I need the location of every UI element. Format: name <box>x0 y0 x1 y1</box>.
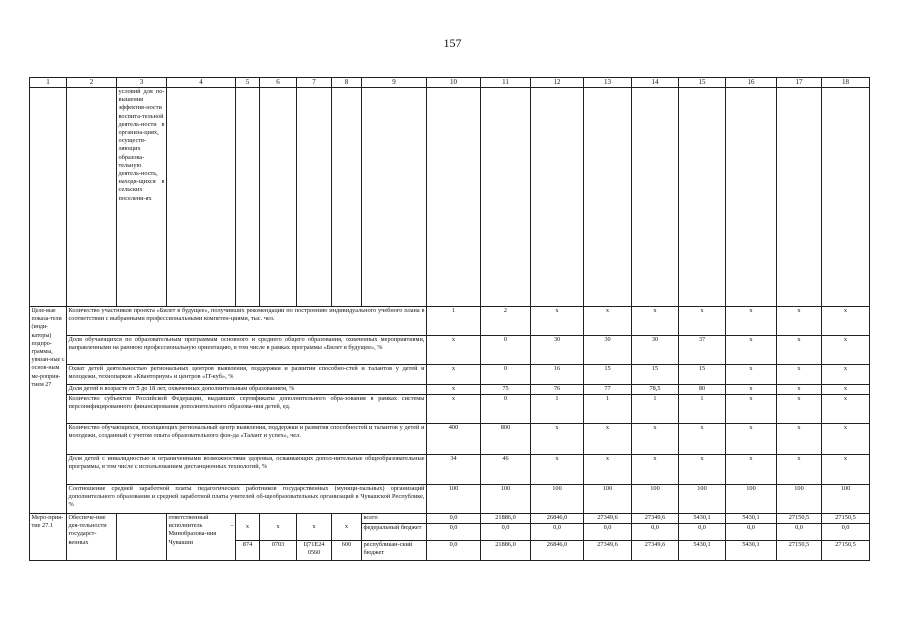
value-cell: 100 <box>726 485 777 514</box>
value-cell: x <box>822 385 870 395</box>
value-cell: 34 <box>427 455 481 485</box>
code-cell: x <box>236 514 260 541</box>
col-header: 3 <box>117 78 167 88</box>
indicator-text: Количество субъектов Российской Федерации, выдавших сертификаты дополнительного обра-зования в рамках системы персонифицированного финансирования дополнительного образова-ния детей, ед. <box>67 395 427 424</box>
value-cell: 400 <box>427 424 481 455</box>
value-cell: 27349,6 <box>632 514 679 524</box>
value-cell: x <box>822 455 870 485</box>
value-cell: 0,0 <box>822 524 870 541</box>
funding-source: федеральный бюджет <box>362 524 427 541</box>
value-cell: 27150,5 <box>777 541 822 561</box>
value-cell: 27349,6 <box>584 541 632 561</box>
value-cell: x <box>726 365 777 385</box>
value-cell: x <box>726 385 777 395</box>
col-header: 9 <box>362 78 427 88</box>
value-cell: 27150,5 <box>777 514 822 524</box>
col-header: 14 <box>632 78 679 88</box>
funding-source: всего <box>362 514 427 524</box>
value-cell: 26846,0 <box>531 541 584 561</box>
value-cell: x <box>679 455 726 485</box>
col-header: 4 <box>167 78 236 88</box>
indicator-text: Доля детей с инвалидностью и ограниченными возможностями здоровья, осваивающих допол-нительные общеобразовательные программы, в том числе с использованием дистанционных технологий, % <box>67 455 427 485</box>
col-header: 16 <box>726 78 777 88</box>
col-header: 12 <box>531 78 584 88</box>
value-cell: x <box>531 455 584 485</box>
value-cell: 2 <box>481 307 531 336</box>
value-cell: 77 <box>584 385 632 395</box>
col-header: 18 <box>822 78 870 88</box>
value-cell: x <box>777 307 822 336</box>
value-cell: 0,0 <box>679 524 726 541</box>
value-cell: 76 <box>531 385 584 395</box>
col-header: 17 <box>777 78 822 88</box>
value-cell: 15 <box>632 365 679 385</box>
value-cell: 0,0 <box>481 524 531 541</box>
value-cell: 0 <box>481 336 531 365</box>
value-cell: 5430,1 <box>679 541 726 561</box>
value-cell: x <box>822 424 870 455</box>
value-cell: x <box>726 395 777 424</box>
value-cell: x <box>584 424 632 455</box>
value-cell: 5430,1 <box>726 541 777 561</box>
value-cell: 27349,6 <box>632 541 679 561</box>
value-cell: 37 <box>679 336 726 365</box>
value-cell: 46 <box>481 455 531 485</box>
value-cell: 100 <box>481 485 531 514</box>
value-cell: x <box>777 365 822 385</box>
value-cell: 5430,1 <box>726 514 777 524</box>
value-cell: x <box>679 307 726 336</box>
value-cell: 78,5 <box>632 385 679 395</box>
value-cell: x <box>679 424 726 455</box>
value-cell: 1 <box>679 395 726 424</box>
value-cell: 16 <box>531 365 584 385</box>
indicator-text: Охват детей деятельностью региональных центров выявления, поддержки и развития способно-стей и талантов у детей и молодежи, технопарков «Кванториум» и центров «IT-куб», % <box>67 365 427 385</box>
event-executor: ответственный исполнитель – Минобразова-ния Чувашии <box>167 514 236 561</box>
value-cell: 1 <box>632 395 679 424</box>
value-cell: 75 <box>481 385 531 395</box>
indicator-row <box>30 365 870 385</box>
code-cell: x <box>297 514 332 541</box>
value-cell: x <box>584 455 632 485</box>
value-cell: 27150,5 <box>822 514 870 524</box>
value-cell: 0,0 <box>427 541 481 561</box>
value-cell: 15 <box>584 365 632 385</box>
page-number: 157 <box>443 36 462 50</box>
value-cell: 100 <box>679 485 726 514</box>
indicator-text: Доля детей в возрасте от 5 до 18 лет, охваченных дополнительным образованием, % <box>67 385 427 395</box>
value-cell: 100 <box>822 485 870 514</box>
event-label: Меро-прия-тие 27.1 <box>30 514 67 561</box>
value-cell: x <box>427 336 481 365</box>
value-cell: x <box>777 424 822 455</box>
value-cell: 100 <box>531 485 584 514</box>
value-cell: x <box>777 455 822 485</box>
value-cell: 0 <box>481 395 531 424</box>
indicator-row <box>30 395 870 424</box>
value-cell: 800 <box>481 424 531 455</box>
value-cell: x <box>632 455 679 485</box>
indicator-text: Доля обучающихся по образовательным программам основного и среднего общего образования, охваченных мероприятиями, направленными на раннюю профессиональную ориентацию, в том числе в рамках программы «Билет в будущее», % <box>67 336 427 365</box>
value-cell: 100 <box>584 485 632 514</box>
value-cell: x <box>427 385 481 395</box>
code-cell: Ц71Е24 0560 <box>297 541 332 561</box>
value-cell: x <box>632 424 679 455</box>
value-cell: x <box>822 395 870 424</box>
value-cell: 100 <box>632 485 679 514</box>
value-cell: 0,0 <box>632 524 679 541</box>
col-header: 1 <box>30 78 67 88</box>
value-cell: x <box>726 307 777 336</box>
value-cell: 100 <box>427 485 481 514</box>
value-cell: x <box>822 365 870 385</box>
value-cell: 5430,1 <box>679 514 726 524</box>
indicator-row <box>30 424 870 455</box>
value-cell: 1 <box>531 395 584 424</box>
value-cell: 80 <box>679 385 726 395</box>
value-cell: 0,0 <box>531 524 584 541</box>
value-cell: x <box>632 307 679 336</box>
col-header: 5 <box>236 78 260 88</box>
funding-source: республикан-ский бюджет <box>362 541 427 561</box>
value-cell: 21886,0 <box>481 541 531 561</box>
value-cell: x <box>726 455 777 485</box>
value-cell: 0 <box>481 365 531 385</box>
code-cell: x <box>260 514 297 541</box>
value-cell: 1 <box>584 395 632 424</box>
indicator-text: Количество участников проекта «Билет в будущее», получивших рекомендации по построению индивидуального учебного плана в соответствии с выбранными профессиональными компетен-циями, тыс. чел. <box>67 307 427 336</box>
indicator-row <box>30 455 870 485</box>
col-header: 11 <box>481 78 531 88</box>
indicator-text: Соотношение средней заработной платы педагогических работников государственных (муници-пальных) организаций дополнительного образования и средней заработной платы учителей об-щеобразовательных организаций в Чувашской Республике, % <box>67 485 427 514</box>
value-cell: 26846,0 <box>531 514 584 524</box>
data-table <box>29 77 870 561</box>
value-cell: 100 <box>777 485 822 514</box>
value-cell: x <box>427 395 481 424</box>
col-header: 7 <box>297 78 332 88</box>
indicator-text: Количество обучающихся, посещающих региональный центр выявления, поддержки и развития способностей и талантов у детей и молодежи, созданный с учетом опыта образовательного фон-да «Талант и успех», чел. <box>67 424 427 455</box>
indicator-row <box>30 336 870 365</box>
code-cell: 874 <box>236 541 260 561</box>
col-header: 8 <box>332 78 362 88</box>
value-cell: x <box>531 424 584 455</box>
indicator-row <box>30 485 870 514</box>
col3-text: условий для по-вышения эффектив-ности воспита-тельной деятель-ности в организа-циях, осуществ-ляющих образова-тельную деятель-ность, находя-щихся в сельских поселени-ях <box>117 88 167 307</box>
value-cell: 0,0 <box>584 524 632 541</box>
col-header: 10 <box>427 78 481 88</box>
value-cell: 0,0 <box>726 524 777 541</box>
value-cell: 30 <box>584 336 632 365</box>
value-cell: 30 <box>632 336 679 365</box>
value-cell: x <box>822 336 870 365</box>
group-label: Целе-вые показа-тели (инди-каторы) подпро-граммы, увязан-ные с основ-ным ме-роприя-тием 27 <box>30 307 67 514</box>
value-cell: 0,0 <box>427 514 481 524</box>
value-cell: 0,0 <box>427 524 481 541</box>
indicator-row <box>30 385 870 395</box>
value-cell: x <box>777 336 822 365</box>
value-cell: x <box>584 307 632 336</box>
continuation-row <box>30 88 870 307</box>
value-cell: 27349,6 <box>584 514 632 524</box>
code-cell: x <box>332 514 362 541</box>
value-cell: x <box>777 385 822 395</box>
value-cell: x <box>726 424 777 455</box>
value-cell: x <box>531 307 584 336</box>
event-col3-empty <box>117 514 167 561</box>
col-header: 6 <box>260 78 297 88</box>
code-cell: 0703 <box>260 541 297 561</box>
event-row <box>30 514 870 524</box>
indicator-row <box>30 307 870 336</box>
code-cell: 600 <box>332 541 362 561</box>
value-cell: 1 <box>427 307 481 336</box>
event-name: Обеспече-ние дея-тельности государст-венных <box>67 514 117 561</box>
value-cell: x <box>822 307 870 336</box>
value-cell: 15 <box>679 365 726 385</box>
value-cell: x <box>427 365 481 385</box>
value-cell: 0,0 <box>777 524 822 541</box>
header-row <box>30 78 870 88</box>
value-cell: x <box>726 336 777 365</box>
value-cell: x <box>777 395 822 424</box>
col-header: 2 <box>67 78 117 88</box>
col-header: 15 <box>679 78 726 88</box>
value-cell: 27150,5 <box>822 541 870 561</box>
col-header: 13 <box>584 78 632 88</box>
value-cell: 30 <box>531 336 584 365</box>
value-cell: 21886,0 <box>481 514 531 524</box>
